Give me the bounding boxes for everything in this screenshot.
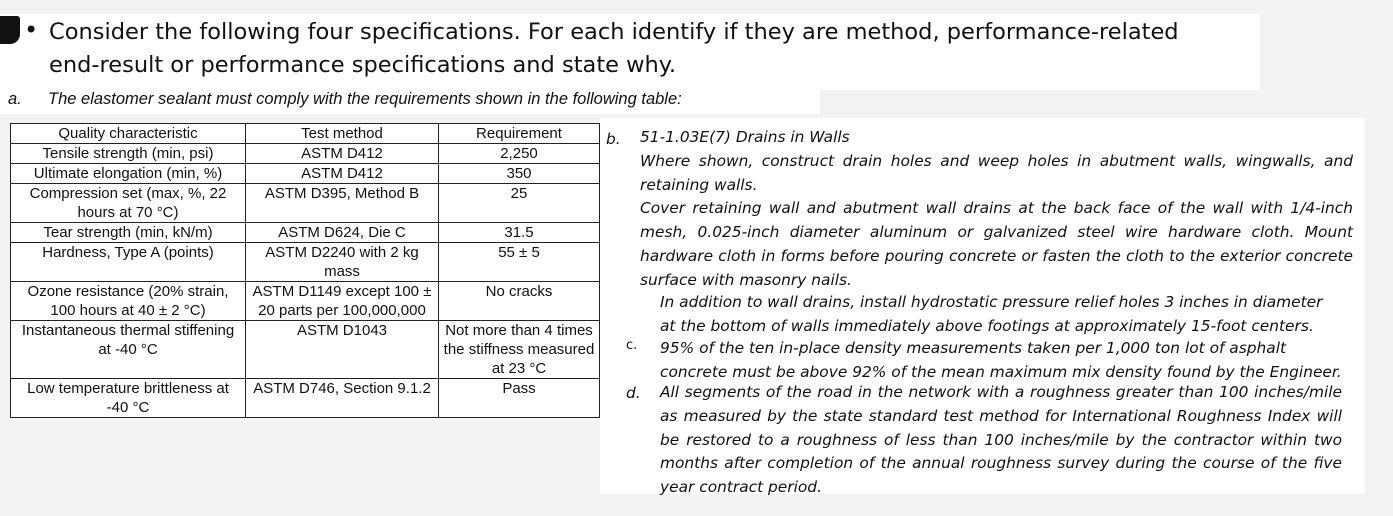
cell-method: ASTM D412 [246,144,439,164]
cell-method: ASTM D624, Die C [246,223,439,243]
table-row [11,164,600,184]
requirements-table [10,123,600,418]
cell-characteristic: Low temperature brittleness at -40 °C [11,379,246,418]
cell-method: ASTM D412 [246,164,439,184]
cell-characteristic: Tensile strength (min, psi) [11,144,246,164]
part-c-text: 95% of the ten in-place density measurements taken per 1,000 ton lot of asphalt concrete must be above 92% of the mean maximum mix density found by the Engineer. [660,339,1342,381]
cell-requirement: Not more than 4 times the stiffness measured at 23 °C [439,321,600,379]
question-number-marker [0,16,20,44]
table-row [11,144,600,164]
part-c-label: c. [626,338,638,353]
part-b-para2: Cover retaining wall and abutment wall drains at the back face of the wall with 1/4-inch mesh, 0.025-inch diameter aluminum or galvanized steel wire hardware cloth. Mount hardware cloth in forms before pouring concrete or fasten the cloth to the exterior concrete surface with masonry nails. [640,199,1353,289]
cell-requirement: Pass [439,379,600,418]
cell-method: ASTM D395, Method B [246,184,439,223]
cell-characteristic: Ozone resistance (20% strain, 100 hours at 40 ± 2 °C) [11,282,246,321]
table-row [11,379,600,418]
cell-characteristic: Tear strength (min, kN/m) [11,223,246,243]
table-row [11,184,600,223]
part-b-title: 51-1.03E(7) Drains in Walls [640,128,850,146]
header-quality-characteristic: Quality characteristic [11,124,246,144]
header-requirement: Requirement [439,124,600,144]
cell-method: ASTM D746, Section 9.1.2 [246,379,439,418]
bullet-icon: • [24,16,39,44]
part-a-text: The elastomer sealant must comply with the requirements shown in the following table: [48,90,682,108]
cell-requirement: 55 ± 5 [439,243,600,282]
table-header-row [11,124,600,144]
cell-characteristic: Instantaneous thermal stiffening at -40 °C [11,321,246,379]
requirements-table-wrapper [10,123,600,418]
cell-requirement: 350 [439,164,600,184]
part-b-block [640,126,1353,293]
cell-characteristic: Compression set (max, %, 22 hours at 70 °C) [11,184,246,223]
table-row [11,321,600,379]
part-b-para1: Where shown, construct drain holes and weep holes in abutment walls, wingwalls, and retaining walls. [640,151,1353,194]
part-a-label: a. [8,90,22,108]
cell-method: ASTM D1043 [246,321,439,379]
part-b-para3: In addition to wall drains, install hydrostatic pressure relief holes 3 inches in diameter at the bottom of walls immediately above footings at approximately 15-foot centers. [660,293,1323,335]
part-d-label: d. [626,384,641,402]
question-heading [0,14,1260,90]
cell-method: ASTM D2240 with 2 kg mass [246,243,439,282]
cell-requirement: 31.5 [439,223,600,243]
header-test-method: Test method [246,124,439,144]
table-row [11,243,600,282]
cell-characteristic: Hardness, Type A (points) [11,243,246,282]
table-row [11,282,600,321]
question-text: Consider the following four specifications. For each identify if they are method, performance-related end-result or performance specifications and state why. [49,19,1179,78]
cell-requirement: 2,250 [439,144,600,164]
table-row [11,223,600,243]
cell-method: ASTM D1149 except 100 ± 20 parts per 100,000,000 [246,282,439,321]
part-d-text: All segments of the road in the network with a roughness greater than 100 inches/mile as measured by the state standard test method for International Roughness Index will be restored to a roughness of less than 100 inches/mile by the contractor within two months after completion of the annual roughness survey during the course of the five year contract period. [660,383,1342,497]
cell-requirement: 25 [439,184,600,223]
cell-requirement: No cracks [439,282,600,321]
part-b-label: b. [606,130,621,148]
cell-characteristic: Ultimate elongation (min, %) [11,164,246,184]
